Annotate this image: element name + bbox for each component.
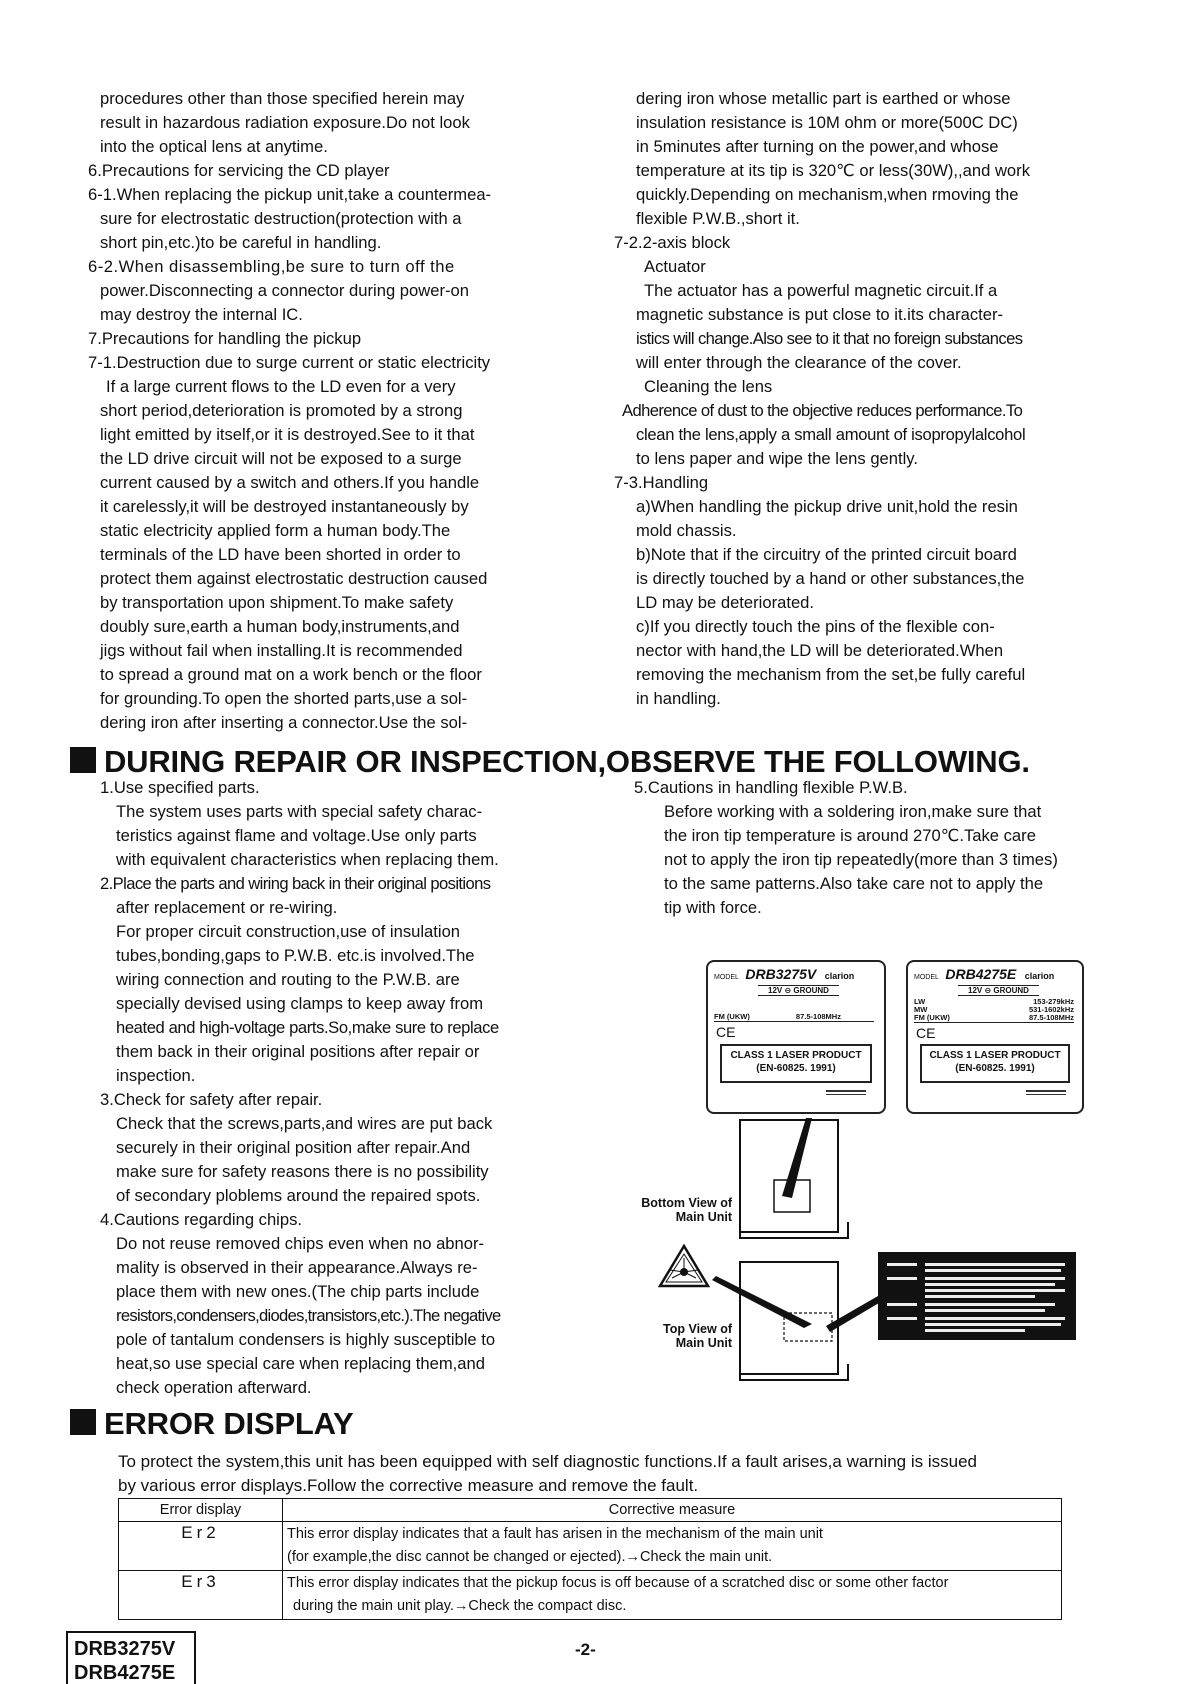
text-line: pole of tantalum condensers is highly susceptible to — [116, 1330, 496, 1349]
text-line: it carelessly,it will be destroyed instantaneously by — [100, 497, 469, 516]
text-line: wiring connection and routing to the P.W.B. are — [116, 970, 460, 989]
text-line: place them with new ones.(The chip parts include — [116, 1282, 480, 1301]
label-band-value: 87.5-108MHz — [795, 1012, 841, 1021]
text-line: by transportation upon shipment.To make safety — [100, 593, 454, 612]
label-ground: 12V ⊖ GROUND — [758, 985, 839, 996]
text-line: power.Disconnecting a connector during power-on — [100, 281, 469, 300]
error-code: Er2 — [119, 1522, 283, 1571]
text-line: Before working with a soldering iron,make sure that — [664, 802, 1042, 821]
label-model: DRB4275E — [945, 966, 1017, 982]
text-line: terminals of the LD have been shorted in order to — [100, 545, 461, 564]
label-band-name: LW — [914, 997, 926, 1006]
measure-line: This error display indicates that the pickup focus is off because of a scratched disc or some other factor — [287, 1575, 949, 1591]
label-fine-print — [1026, 1088, 1066, 1098]
text-line: for grounding.To open the shorted parts,use a sol- — [100, 689, 468, 708]
measure-line: during the main unit play.→Check the compact disc. — [293, 1598, 627, 1614]
ce-mark: CE — [916, 1025, 936, 1041]
caption-line: Main Unit — [675, 1210, 732, 1224]
text-line: magnetic substance is put close to it.its character- — [636, 305, 1004, 324]
page-number: -2- — [575, 1640, 596, 1659]
label-model-row — [714, 966, 854, 982]
subheading-actuator: Actuator — [644, 257, 706, 276]
footer-model: DRB4275E — [74, 1662, 176, 1684]
item-6-1: 6-1.When replacing the pickup unit,take a countermea- — [88, 185, 492, 204]
text-line: dering iron after inserting a connector.Use the sol- — [100, 713, 468, 732]
label-model-prefix: MODEL — [714, 974, 739, 981]
text-line: temperature at its tip is 320℃ or less(30W),,and work — [636, 161, 1030, 180]
corrective-measure — [283, 1571, 1062, 1620]
label-band-value: 87.5-108MHz — [1028, 1013, 1074, 1022]
ce-mark: CE — [716, 1024, 736, 1040]
left-column-top — [88, 87, 560, 735]
table-header-row — [119, 1499, 1062, 1522]
label-card-drb3275v — [706, 960, 886, 1114]
error-code: Er3 — [119, 1571, 283, 1620]
text-line: inspection. — [116, 1066, 196, 1085]
label-model-prefix: MODEL — [914, 974, 939, 981]
footer-model: DRB3275V — [74, 1638, 176, 1660]
heading-7: 7.Precautions for handling the pickup — [88, 329, 362, 348]
text-line: a)When handling the pickup drive unit,hold the resin — [636, 497, 1018, 516]
item-3: 3.Check for safety after repair. — [100, 1090, 323, 1109]
item-4: 4.Cautions regarding chips. — [100, 1210, 303, 1229]
bottom-view-unit — [740, 1118, 848, 1238]
text-line: insulation resistance is 10M ohm or more(500C DC) — [636, 113, 1018, 132]
laser-class-text: CLASS 1 LASER PRODUCT — [730, 1050, 862, 1061]
text-line: in 5minutes after turning on the power,and whose — [636, 137, 999, 156]
text-line: nector with hand,the LD will be deteriorated.When — [636, 641, 1004, 660]
text-line: tip with force. — [664, 898, 762, 917]
text-line: short period,deterioration is promoted by a strong — [100, 401, 463, 420]
corrective-measure — [283, 1522, 1062, 1571]
section-heading-repair — [70, 744, 1030, 780]
label-fine-print — [826, 1088, 866, 1098]
laser-standard-text: (EN-60825. 1991) — [756, 1063, 836, 1074]
label-band-name: MW — [914, 1005, 928, 1014]
intro-line: To protect the system,this unit has been equipped with self diagnostic functions.If a fault arises,a warning is issued — [118, 1452, 977, 1471]
text-line: procedures other than those specified herein may — [100, 89, 465, 108]
table-row — [119, 1522, 1062, 1571]
caption-bottom-view — [620, 1196, 732, 1224]
text-line: resistors,condensers,diodes,transistors,etc.).The negative — [116, 1306, 501, 1325]
text-line: to spread a ground mat on a work bench or the floor — [100, 665, 482, 684]
section-heading-error — [70, 1406, 353, 1442]
text-line: istics will change.Also see to it that no foreign substances — [636, 329, 1023, 348]
text-line: light emitted by itself,or it is destroyed.See to it that — [100, 425, 475, 444]
label-band — [914, 998, 1074, 1023]
label-ground: 12V ⊖ GROUND — [958, 985, 1039, 996]
text-line: doubly sure,earth a human body,instruments,and — [100, 617, 460, 636]
laser-class-box — [920, 1044, 1070, 1083]
laser-class-box — [720, 1044, 872, 1083]
error-table — [118, 1498, 1062, 1620]
text-line: Do not reuse removed chips even when no abnor- — [116, 1234, 485, 1253]
text-line: check operation afterward. — [116, 1378, 312, 1397]
laser-warning-sticker — [878, 1252, 1076, 1340]
laser-standard-text: (EN-60825. 1991) — [955, 1063, 1035, 1074]
text-line: quickly.Depending on mechanism,when rmoving the — [636, 185, 1019, 204]
label-brand: clarion — [1024, 971, 1055, 981]
text-line: teristics against flame and voltage.Use only parts — [116, 826, 477, 845]
text-line: result in hazardous radiation exposure.Do not look — [100, 113, 470, 132]
text-line: the LD drive circuit will not be exposed to a surge — [100, 449, 462, 468]
laser-class-text: CLASS 1 LASER PRODUCT — [929, 1050, 1061, 1061]
text-line: mold chassis. — [636, 521, 737, 540]
text-line: Adherence of dust to the objective reduces performance.To — [622, 401, 1023, 420]
label-brand: clarion — [824, 971, 855, 981]
measure-line: This error display indicates that a fault has arisen in the mechanism of the main unit — [287, 1526, 823, 1542]
text-line: make sure for safety reasons there is no possibility — [116, 1162, 489, 1181]
text-line: is directly touched by a hand or other substances,the — [636, 569, 1025, 588]
text-line: current caused by a switch and others.If you handle — [100, 473, 480, 492]
text-line: heated and high-voltage parts.So,make sure to replace — [116, 1018, 499, 1037]
text-line: mality is observed in their appearance.Always re- — [116, 1258, 478, 1277]
text-line: sure for electrostatic destruction(protection with a — [100, 209, 462, 228]
intro-line: by various error displays.Follow the corrective measure and remove the fault. — [118, 1476, 699, 1495]
text-line: to lens paper and wipe the lens gently. — [636, 449, 918, 468]
caption-line: Top View of — [663, 1322, 732, 1336]
text-line: tubes,bonding,gaps to P.W.B. etc.is involved.The — [116, 946, 475, 965]
text-line: jigs without fail when installing.It is recommended — [100, 641, 463, 660]
text-line: specially devised using clamps to keep away from — [116, 994, 484, 1013]
text-line: securely in their original position after repair.And — [116, 1138, 471, 1157]
text-line: dering iron whose metallic part is earthed or whose — [636, 89, 1011, 108]
footer-model-box — [66, 1631, 196, 1684]
item-1: 1.Use specified parts. — [100, 778, 260, 797]
text-line: LD may be deteriorated. — [636, 593, 815, 612]
item-7-2: 7-2.2-axis block — [614, 233, 731, 252]
caption-top-view — [620, 1322, 732, 1350]
label-model: DRB3275V — [745, 966, 817, 982]
text-line: protect them against electrostatic destruction caused — [100, 569, 488, 588]
right-column-repair — [634, 776, 1092, 920]
label-band-name: FM (UKW) — [914, 1013, 950, 1022]
column-header: Error display — [119, 1499, 283, 1522]
left-column-repair — [88, 776, 560, 1400]
text-line: c)If you directly touch the pins of the flexible con- — [636, 617, 995, 636]
text-line: flexible P.W.B.,short it. — [636, 209, 800, 228]
text-line: them back in their original positions after repair or — [116, 1042, 480, 1061]
text-line: not to apply the iron tip repeatedly(more than 3 times) — [664, 850, 1058, 869]
text-line: will enter through the clearance of the cover. — [636, 353, 962, 372]
top-view-unit — [712, 1262, 884, 1380]
item-7-1: 7-1.Destruction due to surge current or static electricity — [88, 353, 491, 372]
column-header: Corrective measure — [283, 1499, 1062, 1522]
section-square-bullet — [70, 1409, 96, 1435]
label-band — [714, 1012, 874, 1022]
label-model-row — [914, 966, 1054, 982]
caption-line: Bottom View of — [641, 1196, 732, 1210]
text-line: the iron tip temperature is around 270℃.Take care — [664, 826, 1036, 845]
item-5: 5.Cautions in handling flexible P.W.B. — [634, 778, 908, 797]
text-line: heat,so use special care when replacing them,and — [116, 1354, 485, 1373]
text-line: short pin,etc.)to be careful in handling. — [100, 233, 382, 252]
label-card-drb4275e — [906, 960, 1084, 1114]
caption-line: Main Unit — [675, 1336, 732, 1350]
text-line: of secondary ploblems around the repaired spots. — [116, 1186, 481, 1205]
text-line: may destroy the internal IC. — [100, 305, 303, 324]
text-line: into the optical lens at anytime. — [100, 137, 328, 156]
text-line: The system uses parts with special safety charac- — [116, 802, 483, 821]
table-row — [119, 1571, 1062, 1620]
text-line: b)Note that if the circuitry of the printed circuit board — [636, 545, 1017, 564]
right-column-top — [614, 87, 1092, 711]
text-line: Check that the screws,parts,and wires are put back — [116, 1114, 493, 1133]
text-line: clean the lens,apply a small amount of isopropylalcohol — [636, 425, 1026, 444]
label-band-name: FM (UKW) — [714, 1012, 750, 1021]
text-line: static electricity applied form a human body.The — [100, 521, 451, 540]
text-line: with equivalent characteristics when replacing them. — [116, 850, 499, 869]
section-title: ERROR DISPLAY — [104, 1406, 354, 1441]
measure-line: (for example,the disc cannot be changed or ejected).→Check the main unit. — [287, 1549, 773, 1565]
label-band-value: 531-1602kHz — [1028, 1005, 1074, 1014]
section-title: DURING REPAIR OR INSPECTION,OBSERVE THE FOLLOWING. — [104, 744, 1030, 779]
label-band-value: 153-279kHz — [1033, 997, 1074, 1006]
text-line: in handling. — [636, 689, 721, 708]
error-intro — [118, 1450, 1098, 1498]
heading-6: 6.Precautions for servicing the CD player — [88, 161, 390, 180]
text-line: after replacement or re-wiring. — [116, 898, 338, 917]
text-line: For proper circuit construction,use of insulation — [116, 922, 461, 941]
subheading-cleaning: Cleaning the lens — [644, 377, 773, 396]
section-square-bullet — [70, 747, 96, 773]
laser-warning-triangle-icon — [660, 1246, 708, 1286]
text-line: If a large current flows to the LD even for a very — [106, 377, 456, 396]
item-2: 2.Place the parts and wiring back in their original positions — [100, 874, 491, 893]
item-6-2: 6-2.When disassembling,be sure to turn off the — [88, 257, 455, 276]
text-line: The actuator has a powerful magnetic circuit.If a — [644, 281, 998, 300]
text-line: removing the mechanism from the set,be fully careful — [636, 665, 1026, 684]
item-7-3: 7-3.Handling — [614, 473, 709, 492]
text-line: to the same patterns.Also take care not to apply the — [664, 874, 1044, 893]
